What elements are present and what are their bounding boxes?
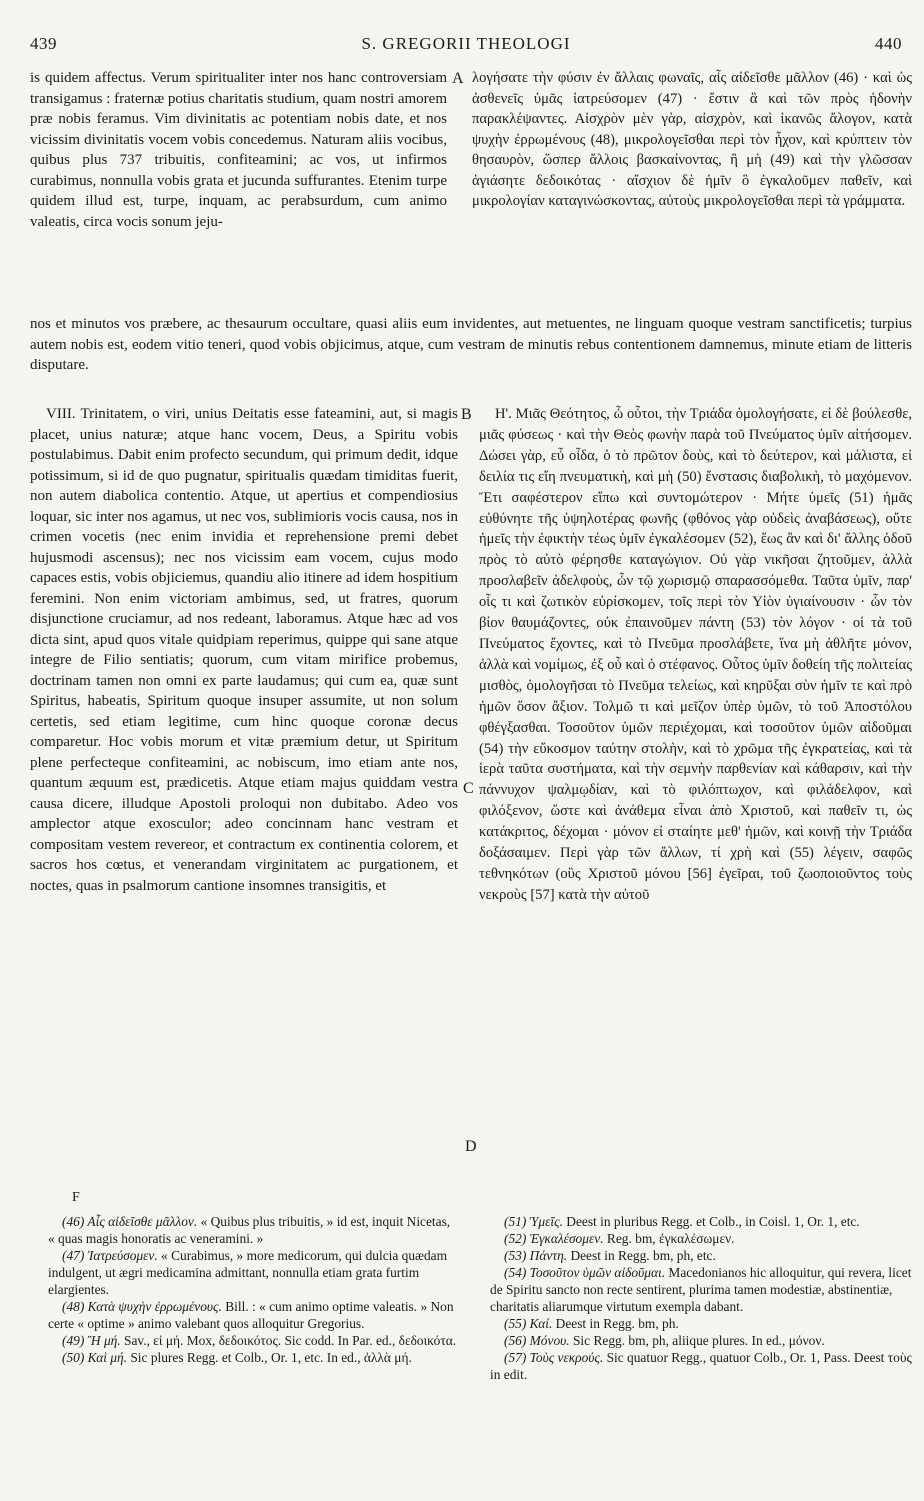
footnote	[490, 1230, 912, 1247]
margin-letter-c: C	[463, 780, 474, 797]
footnote-lemma: (56) Μόνου.	[504, 1333, 570, 1348]
footnote-text: Sic plures Regg. et Colb., Or. 1, etc. In ed., ἀλλὰ μή.	[127, 1350, 412, 1365]
footnote	[490, 1247, 912, 1264]
page-number-right: 440	[875, 34, 902, 53]
latin-column-main	[30, 404, 458, 896]
footnote-text: Reg. bm, ἐγκαλέσωμεν.	[603, 1231, 735, 1246]
footnote-lemma: (52) Ἐγκαλέσομεν.	[504, 1231, 604, 1246]
footnote-lemma: (47) Ἰατρεύσομεν.	[62, 1248, 158, 1263]
running-head	[30, 34, 902, 60]
latin-column-top	[30, 68, 447, 232]
footnote	[490, 1332, 912, 1349]
latin-full-width	[30, 314, 912, 376]
footnote-lemma: (49) Ἢ μή.	[62, 1333, 121, 1348]
footnote-text: Deest in Regg. bm, ph.	[552, 1316, 679, 1331]
footnote-lemma: (50) Καὶ μή.	[62, 1350, 128, 1365]
footnote-lemma: (46) Αἷς αἰδεῖσθε μᾶλλον.	[62, 1214, 198, 1229]
footnote-text: Deest in Regg. bm, ph, etc.	[567, 1248, 716, 1263]
footnote	[48, 1247, 460, 1298]
footnote-lemma: (54) Τοσοῦτον ὑμῶν αἰδοῦμαι.	[504, 1265, 666, 1280]
latin-paragraph-main: VIII. Trinitatem, o viri, unius Deitatis esse fateamini, aut, si magis placet, unius naturæ; atque hanc vocem, Deus, a Spiritu vobis postulabimus. Dabit enim profecto secundum, qui primum dedit, idque potissimum, si id de quo pugnatur, spiritualis quædam timiditas fuerit, non autem diabolica contentio. Atque, ut apertius et compendiosius loquar, sic inter nos agamus, ut nec vos, sublimioris vocis causa, nos in crimen vocetis (nec enim invidia et reprehensione premi debet hujusmodi ascensus); nec nos vicissim eam vocem, cujus modo capaces estis, vobis objiciemus, quandiu alio itinere ad idem hospitium feremini. Non enim victoriam ambimus, sed, ut fratres, quorum disjunctione cruciamur, ad nos redeant, laboramus. Atque hæc ad vos dicta sint, apud quos vitale quidpiam reperimus, quippe qui sane atque integre de Filio sentiatis; quorum, cum vitam mirifice probemus, doctrinam tamen non omni ex parte laudamus; qui cum ea, quæ sunt Spiritus, habeatis, Spiritum quoque insuper assumite, ut non solum certetis, sed etiam legitime, cum hinc quoque coronæ decus comparetur. Hoc vobis morum et vitæ præmium detur, ut Spiritum plene perfecteque confiteamini, ac nobiscum, imo etiam ante nos, quantum æquum est, prædicetis. Atque etiam majus quiddam vestra causa dicere, illudque Apostoli proloqui non dubitabo. Adeo vos amplector atque exosculor; adeo concinnam hanc vestram et compositam vestem revereor, et contractum ex continentia colorem, et sacros hos cœtus, et venerandam virginitatem ac purgationem, et noctes, quas in psalmorum cantione insomnes transigitis, et	[30, 406, 458, 894]
footnote	[490, 1264, 912, 1315]
footnote-lemma: (53) Πάντη.	[504, 1248, 568, 1263]
margin-letter-d: D	[465, 1138, 477, 1155]
latin-paragraph-top: is quidem affectus. Verum spiritualiter inter nos hanc controversiam transigamus : fraternæ potius charitatis studium, quam nostri amorem præ nobis feramus. Vim divinitatis ac potentiam nobis date, et nos vicissim divinitatis vocem vobis concedemus. Naturam aliis vocibus, quibus plus 737 tribuitis, confiteamini; ac vos, ut infirmos curabimus, nonnulla vobis grata et jucunda suffurantes. Etenim turpe quidem illud est, turpe, inquam, ac perabsurdum, cum animo valeatis, circa vocis sonum jeju-	[30, 70, 448, 230]
footnote-text: Sav., εἰ μή. Mox, δεδοικότος. Sic codd. In Par. ed., δεδοικότα.	[120, 1333, 457, 1348]
greek-column-main	[479, 404, 912, 906]
latin-paragraph-full: nos et minutos vos præbere, ac thesaurum occultare, quasi aliis eum invidentes, aut metuentes, ne linguam quoque vestram sanctificetis; turpius autem nobis est, eodem vitio teneri, quod vobis objicimus, atque, cum vestram de minutis rebus contentionem damnemus, minute etiam de litteris disputare.	[30, 316, 912, 373]
footnote	[48, 1298, 460, 1332]
footnote-text: Macedonianos hic alloquitur, qui revera, licet de Spiritu sancto non recte sentirent, plurima tamen modestiæ, abstinentiæ, charitatis aliarumque virtutum exempla dabant.	[490, 1265, 912, 1314]
greek-paragraph-main: Η'. Μιᾶς Θεότητος, ὦ οὗτοι, τὴν Τριάδα ὁμολογήσατε, εἰ δὲ βούλεσθε, μιᾶς φύσεως · καὶ τὴν Θεὸς φωνὴν παρὰ τοῦ Πνεύματος ὑμῖν αἰτήσομεν. Δώσει γὰρ, εὖ οἶδα, ὁ τὸ πρῶτον δοὺς, καὶ τὸ δεύτερον, καὶ μάλιστα, εἰ δειλία τις εἴη πνευματικὴ, καὶ μὴ (50) ἔνστασις διαβολικὴ, τὸ μαχόμενον. Ἔτι σαφέστερον εἴπω καὶ συντομώτερον · Μήτε ὑμεῖς (51) ἡμᾶς εὐθύνητε τῆς ὑψηλοτέρας φωνῆς (φθόνος γὰρ οὐδεὶς ἀναβάσεως), οὔτε ἡμεῖς τὴν ἐφικτὴν τέως ὑμῖν ἐγκαλέσομεν (52), ἕως ἂν καὶ δι' ἄλλης ὁδοῦ πρὸς τὸ αὐτὸ φέρησθε καταγώγιον. Οὐ γὰρ νικῆσαι ζητοῦμεν, ἀλλὰ προσλαβεῖν ἀδελφοὺς, ὧν τῷ χωρισμῷ σπαρασσόμεθα. Ταῦτα ὑμῖν, παρ' οἷς τι καὶ ζωτικὸν εὑρίσκομεν, τοῖς περὶ τὸν Υἱὸν ὑγιαίνουσιν · ὧν τὸν βίον θαυμάζοντες, οὐκ ἐπαινοῦμεν πάντη (53) τὸν λόγον · οἱ τὰ τοῦ Πνεύματος ἔχοντες, καὶ τὸ Πνεῦμα προσλάβετε, ἵνα μὴ ἀθλῆτε μόνον, ἀλλὰ καὶ νομίμως, ἐξ οὗ καὶ ὁ στέφανος. Οὗτος ὑμῖν δοθείη τῆς πολιτείας μισθὸς, ὁμολογῆσαι τὸ Πνεῦμα τελείως, καὶ κηρῦξαι σὺν ἡμῖν τε καὶ πρὸ ἡμῶν ὅσον ἄξιον. Τολμῶ τι καὶ μεῖζον ὑπὲρ ὑμῶν, τὸ τοῦ Ἀποστόλου φθέγξασθαι. Τοσοῦτον ὑμῶν περιέχομαι, καὶ τοσοῦτον ὑμῶν αἰδοῦμαι (54) τὴν εὔκοσμον ταύτην στολὴν, καὶ τὸ χρῶμα τῆς ἐγκρατείας, καὶ τὰ ἱερὰ ταῦτα συστήματα, καὶ τὴν σεμνὴν παρθενίαν καὶ κάθαρσιν, καὶ τὴν πάννυχον ψαλμῳδίαν, καὶ τὸ φιλόπτωχον, καὶ φιλάδελφον, καὶ φιλόξενον, ὥστε καὶ ἀνάθεμα εἶναι ἀπὸ Χριστοῦ, καὶ παθεῖν τι, ὡς κατάκριτος, δέχομαι · μόνον εἰ σταίητε μεθ' ἡμῶν, καὶ κοινῇ τὴν Τριάδα δοξάσαιμεν. Περὶ γὰρ τῶν ἄλλων, τί χρὴ καὶ (55) λέγειν, σαφῶς τεθνηκότων (οὓς Χριστοῦ μόνου [56] ἐγεῖραι, τοῦ ζωοποιοῦντος τοὺς νεκροὺς [57] κατὰ τὴν αὐτοῦ	[479, 406, 912, 903]
footnote	[48, 1349, 460, 1366]
footnotes-right	[490, 1213, 912, 1383]
footnote-lemma: (48) Κατὰ ψυχὴν ἐρρωμένους.	[62, 1299, 222, 1314]
signature-mark: F	[72, 1190, 80, 1205]
footnote	[490, 1315, 912, 1332]
footnote	[490, 1213, 912, 1230]
footnote	[48, 1332, 460, 1349]
margin-letter-a: A	[452, 70, 464, 87]
footnote-text: Sic quatuor Regg., quatuor Colb., Or. 1, Pass. Deest τοὺς in edit.	[490, 1350, 912, 1382]
footnote-text: Sic Regg. bm, ph, aliique plures. In ed., μόνον.	[569, 1333, 825, 1348]
footnote	[48, 1213, 460, 1247]
footnote-lemma: (51) Ὑμεῖς.	[504, 1214, 563, 1229]
footnotes-left	[48, 1213, 460, 1366]
footnote-text: « Quibus plus tribuitis, » id est, inquit Nicetas, « quas magis honoratis ac veneramini. »	[48, 1214, 451, 1246]
greek-column-top	[472, 68, 912, 212]
footnote-lemma: (57) Τοὺς νεκρούς.	[504, 1350, 604, 1365]
page-number-left: 439	[30, 34, 57, 53]
footnote-text: Bill. : « cum animo optime valeatis. » Non certe « optime » animo valebant quos alloquitur Gregorius.	[48, 1299, 454, 1331]
footnote-text: « Curabimus, » more medicorum, qui dulcia quædam indulgent, ut ægri medicamina admittant, nonnulla etiam grata furtim elargientes.	[48, 1248, 448, 1297]
running-title: S. GREGORII THEOLOGI	[361, 34, 571, 53]
footnote-text: Deest in pluribus Regg. et Colb., in Coisl. 1, Or. 1, etc.	[562, 1214, 860, 1229]
greek-paragraph-top: λογήσατε τὴν φύσιν ἐν ἄλλαις φωναῖς, αἷς αἰδεῖσθε μᾶλλον (46) · καὶ ὡς ἀσθενεῖς ὑμᾶς ἰατρεύσομεν (47) · ἔστιν ἃ καὶ τῶν πρὸς ἡδονὴν παρακλέψαντες. Αἰσχρὸν μὲν γὰρ, αἰσχρὸν, καὶ ἱκανῶς ἄλογον, κατὰ ψυχὴν ἐρρωμένους (48), μικρολογεῖσθαι περὶ τὸν ἦχον, καὶ κρύπτειν τὸν θησαυρὸν, ὥσπερ ἄλλοις βασκαίνοντας, ἢ μὴ (49) καὶ τὴν γλῶσσαν ἁγιάσητε δεδοικότας · αἴσχιον δὲ ἡμῖν ὃ ἐγκαλοῦμεν παθεῖν, καὶ μικρολογίαν καταγινώσκοντας, αὐτοὺς μικρολογεῖσθαι περὶ τὰ γράμματα.	[472, 70, 912, 209]
margin-letter-b: B	[461, 406, 472, 423]
footnote-lemma: (55) Καί.	[504, 1316, 553, 1331]
footnote	[490, 1349, 912, 1383]
